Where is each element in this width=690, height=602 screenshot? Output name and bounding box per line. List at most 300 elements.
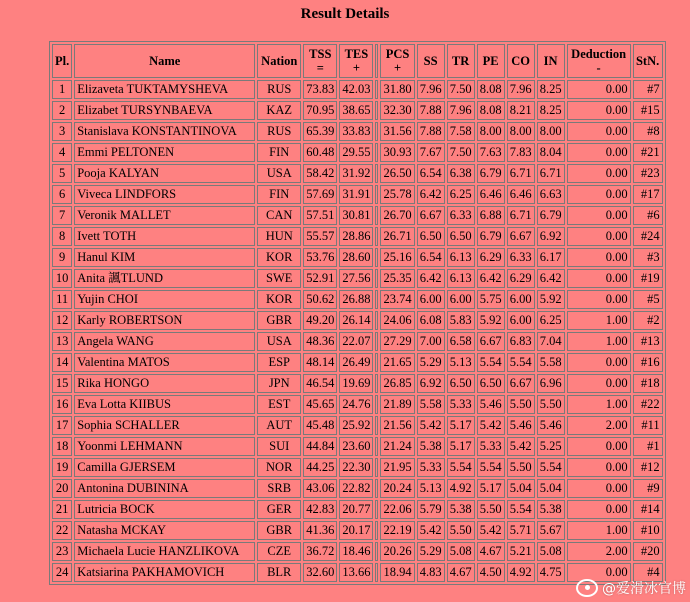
cell-pl: 2 — [52, 101, 72, 120]
cell-ded: 0.00 — [567, 269, 631, 288]
cell-nation: KAZ — [257, 101, 301, 120]
cell-stn: #11 — [633, 416, 663, 435]
cell-gap — [375, 353, 378, 372]
cell-ded: 0.00 — [567, 479, 631, 498]
cell-tr: 5.33 — [447, 395, 475, 414]
cell-stn: #9 — [633, 479, 663, 498]
cell-tr: 6.13 — [447, 248, 475, 267]
watermark-text: @爱滑冰官博 — [602, 581, 686, 597]
cell-ss: 5.33 — [417, 458, 445, 477]
cell-stn: #10 — [633, 521, 663, 540]
table-row — [52, 353, 663, 372]
cell-gap — [375, 542, 378, 561]
column-header-ss — [417, 44, 445, 78]
cell-pl: 12 — [52, 311, 72, 330]
cell-ded: 1.00 — [567, 311, 631, 330]
cell-name: Yujin CHOI — [74, 290, 255, 309]
cell-pe: 5.54 — [477, 458, 505, 477]
cell-pe: 6.79 — [477, 164, 505, 183]
cell-nation: SUI — [257, 437, 301, 456]
cell-pl: 10 — [52, 269, 72, 288]
cell-pcs: 26.71 — [380, 227, 414, 246]
cell-ss: 7.88 — [417, 101, 445, 120]
cell-ded: 1.00 — [567, 521, 631, 540]
column-operator: + — [393, 61, 402, 75]
cell-tss: 44.25 — [303, 458, 337, 477]
cell-pe: 4.50 — [477, 563, 505, 582]
cell-in: 5.25 — [537, 437, 565, 456]
cell-ded: 0.00 — [567, 248, 631, 267]
cell-gap — [375, 80, 378, 99]
cell-gap — [375, 458, 378, 477]
cell-stn: #15 — [633, 101, 663, 120]
cell-ss: 6.50 — [417, 227, 445, 246]
cell-ss: 5.29 — [417, 542, 445, 561]
cell-name: Elizabet TURSYNBAEVA — [74, 101, 255, 120]
cell-tss: 57.69 — [303, 185, 337, 204]
cell-gap — [375, 185, 378, 204]
cell-gap — [375, 269, 378, 288]
cell-in: 5.67 — [537, 521, 565, 540]
cell-gap — [375, 290, 378, 309]
cell-tss: 45.65 — [303, 395, 337, 414]
cell-ded: 0.00 — [567, 437, 631, 456]
cell-co: 6.46 — [507, 185, 535, 204]
cell-tr: 5.08 — [447, 542, 475, 561]
cell-co: 6.33 — [507, 248, 535, 267]
cell-in: 8.25 — [537, 101, 565, 120]
cell-stn: #6 — [633, 206, 663, 225]
cell-tes: 18.46 — [339, 542, 373, 561]
column-header-stn — [633, 44, 663, 78]
cell-tss: 57.51 — [303, 206, 337, 225]
cell-name: Sophia SCHALLER — [74, 416, 255, 435]
cell-tss: 65.39 — [303, 122, 337, 141]
cell-nation: BLR — [257, 563, 301, 582]
cell-gap — [375, 374, 378, 393]
cell-ss: 5.13 — [417, 479, 445, 498]
cell-in: 6.71 — [537, 164, 565, 183]
cell-co: 5.50 — [507, 395, 535, 414]
column-label: IN — [543, 54, 558, 68]
cell-gap — [375, 227, 378, 246]
cell-pe: 6.42 — [477, 269, 505, 288]
cell-ss: 5.42 — [417, 521, 445, 540]
cell-co: 8.00 — [507, 122, 535, 141]
cell-ded: 0.00 — [567, 290, 631, 309]
cell-pe: 5.46 — [477, 395, 505, 414]
cell-in: 8.25 — [537, 80, 565, 99]
cell-ss: 7.67 — [417, 143, 445, 162]
cell-tr: 6.50 — [447, 227, 475, 246]
cell-stn: #18 — [633, 374, 663, 393]
cell-stn: #12 — [633, 458, 663, 477]
cell-pl: 3 — [52, 122, 72, 141]
cell-in: 6.25 — [537, 311, 565, 330]
table-row — [52, 80, 663, 99]
cell-in: 6.96 — [537, 374, 565, 393]
cell-pcs: 26.85 — [380, 374, 414, 393]
cell-gap — [375, 416, 378, 435]
weibo-logo-icon — [576, 579, 598, 597]
cell-ded: 0.00 — [567, 353, 631, 372]
cell-pe: 7.63 — [477, 143, 505, 162]
cell-pcs: 21.65 — [380, 353, 414, 372]
cell-ss: 6.08 — [417, 311, 445, 330]
cell-tr: 7.50 — [447, 80, 475, 99]
cell-name: Ivett TOTH — [74, 227, 255, 246]
cell-name: Natasha MCKAY — [74, 521, 255, 540]
cell-pl: 15 — [52, 374, 72, 393]
table-row — [52, 248, 663, 267]
cell-pcs: 21.95 — [380, 458, 414, 477]
cell-stn: #4 — [633, 563, 663, 582]
table-row — [52, 185, 663, 204]
cell-gap — [375, 164, 378, 183]
cell-pl: 20 — [52, 479, 72, 498]
table-row — [52, 521, 663, 540]
cell-tes: 28.86 — [339, 227, 373, 246]
cell-nation: SWE — [257, 269, 301, 288]
cell-pl: 21 — [52, 500, 72, 519]
cell-gap — [375, 395, 378, 414]
cell-in: 8.04 — [537, 143, 565, 162]
table-row — [52, 374, 663, 393]
cell-tes: 23.60 — [339, 437, 373, 456]
cell-pcs: 30.93 — [380, 143, 414, 162]
cell-stn: #19 — [633, 269, 663, 288]
cell-pe: 8.08 — [477, 101, 505, 120]
cell-pcs: 21.89 — [380, 395, 414, 414]
cell-nation: KOR — [257, 290, 301, 309]
cell-name: Karly ROBERTSON — [74, 311, 255, 330]
cell-stn: #24 — [633, 227, 663, 246]
cell-nation: FIN — [257, 185, 301, 204]
cell-in: 5.46 — [537, 416, 565, 435]
cell-pe: 5.75 — [477, 290, 505, 309]
cell-tes: 42.03 — [339, 80, 373, 99]
cell-pcs: 21.56 — [380, 416, 414, 435]
cell-ded: 0.00 — [567, 80, 631, 99]
cell-tss: 45.48 — [303, 416, 337, 435]
column-header-tr — [447, 44, 475, 78]
cell-tss: 46.54 — [303, 374, 337, 393]
cell-name: Rika HONGO — [74, 374, 255, 393]
cell-tss: 60.48 — [303, 143, 337, 162]
cell-tes: 26.49 — [339, 353, 373, 372]
cell-tss: 70.95 — [303, 101, 337, 120]
cell-tes: 33.83 — [339, 122, 373, 141]
table-row — [52, 269, 663, 288]
cell-tss: 53.76 — [303, 248, 337, 267]
cell-stn: #7 — [633, 80, 663, 99]
cell-tr: 5.17 — [447, 416, 475, 435]
cell-tr: 4.92 — [447, 479, 475, 498]
column-label: Pl. — [55, 54, 70, 68]
table-row — [52, 542, 663, 561]
cell-tes: 29.55 — [339, 143, 373, 162]
column-header-tes — [339, 44, 373, 78]
column-label: StN. — [635, 54, 660, 68]
column-header-gap — [375, 44, 378, 78]
cell-pl: 16 — [52, 395, 72, 414]
cell-gap — [375, 500, 378, 519]
cell-pcs: 25.35 — [380, 269, 414, 288]
cell-in: 7.04 — [537, 332, 565, 351]
cell-ded: 2.00 — [567, 416, 631, 435]
column-header-pcs — [380, 44, 414, 78]
cell-pcs: 26.50 — [380, 164, 414, 183]
cell-ded: 0.00 — [567, 164, 631, 183]
column-label: PCS — [385, 47, 410, 61]
cell-nation: HUN — [257, 227, 301, 246]
cell-in: 4.75 — [537, 563, 565, 582]
cell-co: 6.67 — [507, 374, 535, 393]
cell-tr: 7.58 — [447, 122, 475, 141]
cell-tr: 6.38 — [447, 164, 475, 183]
cell-nation: RUS — [257, 80, 301, 99]
cell-pl: 24 — [52, 563, 72, 582]
cell-tes: 26.88 — [339, 290, 373, 309]
cell-pl: 7 — [52, 206, 72, 225]
cell-co: 6.29 — [507, 269, 535, 288]
cell-nation: KOR — [257, 248, 301, 267]
cell-tes: 31.91 — [339, 185, 373, 204]
cell-in: 5.04 — [537, 479, 565, 498]
cell-gap — [375, 101, 378, 120]
cell-tss: 41.36 — [303, 521, 337, 540]
cell-tes: 13.66 — [339, 563, 373, 582]
cell-stn: #22 — [633, 395, 663, 414]
cell-ss: 4.83 — [417, 563, 445, 582]
cell-tss: 48.36 — [303, 332, 337, 351]
cell-name: Valentina MATOS — [74, 353, 255, 372]
cell-tss: 49.20 — [303, 311, 337, 330]
cell-name: Anita 諷TLUND — [74, 269, 255, 288]
cell-pcs: 32.30 — [380, 101, 414, 120]
cell-gap — [375, 437, 378, 456]
table-row — [52, 500, 663, 519]
cell-pcs: 25.16 — [380, 248, 414, 267]
cell-in: 6.17 — [537, 248, 565, 267]
column-operator: - — [596, 61, 601, 75]
cell-pl: 18 — [52, 437, 72, 456]
table-header — [52, 44, 663, 78]
cell-ss: 5.29 — [417, 353, 445, 372]
cell-gap — [375, 143, 378, 162]
cell-pcs: 26.70 — [380, 206, 414, 225]
cell-gap — [375, 311, 378, 330]
table-row — [52, 164, 663, 183]
cell-name: Hanul KIM — [74, 248, 255, 267]
table-row — [52, 479, 663, 498]
cell-tr: 5.54 — [447, 458, 475, 477]
cell-tr: 7.50 — [447, 143, 475, 162]
cell-ded: 0.00 — [567, 122, 631, 141]
cell-gap — [375, 206, 378, 225]
cell-nation: USA — [257, 332, 301, 351]
column-header-ded — [567, 44, 631, 78]
cell-pe: 6.29 — [477, 248, 505, 267]
column-header-name — [74, 44, 255, 78]
cell-name: Viveca LINDFORS — [74, 185, 255, 204]
cell-nation: RUS — [257, 122, 301, 141]
cell-co: 4.92 — [507, 563, 535, 582]
cell-tes: 25.92 — [339, 416, 373, 435]
cell-ss: 7.88 — [417, 122, 445, 141]
cell-tr: 5.50 — [447, 521, 475, 540]
cell-ded: 1.00 — [567, 332, 631, 351]
cell-in: 5.08 — [537, 542, 565, 561]
table-row — [52, 101, 663, 120]
cell-name: Pooja KALYAN — [74, 164, 255, 183]
cell-tss: 42.83 — [303, 500, 337, 519]
column-header-co — [507, 44, 535, 78]
cell-nation: GBR — [257, 311, 301, 330]
cell-ded: 0.00 — [567, 458, 631, 477]
cell-pe: 8.00 — [477, 122, 505, 141]
cell-nation: CAN — [257, 206, 301, 225]
cell-tr: 4.67 — [447, 563, 475, 582]
cell-in: 5.58 — [537, 353, 565, 372]
cell-pl: 1 — [52, 80, 72, 99]
cell-in: 6.79 — [537, 206, 565, 225]
cell-pe: 8.08 — [477, 80, 505, 99]
cell-pe: 6.79 — [477, 227, 505, 246]
column-operator: = — [316, 61, 324, 75]
cell-name: Lutricia BOCK — [74, 500, 255, 519]
table-row — [52, 206, 663, 225]
cell-pcs: 20.24 — [380, 479, 414, 498]
cell-tr: 7.96 — [447, 101, 475, 120]
cell-nation: ESP — [257, 353, 301, 372]
cell-ss: 7.00 — [417, 332, 445, 351]
page-title: Result Details — [300, 6, 390, 22]
cell-name: Stanislava KONSTANTINOVA — [74, 122, 255, 141]
cell-pe: 5.54 — [477, 353, 505, 372]
table-row — [52, 563, 663, 582]
cell-tr: 6.25 — [447, 185, 475, 204]
cell-tes: 38.65 — [339, 101, 373, 120]
cell-stn: #14 — [633, 500, 663, 519]
cell-ss: 5.42 — [417, 416, 445, 435]
cell-co: 8.21 — [507, 101, 535, 120]
cell-co: 6.00 — [507, 311, 535, 330]
cell-co: 6.00 — [507, 290, 535, 309]
table-row — [52, 416, 663, 435]
cell-co: 7.83 — [507, 143, 535, 162]
cell-name: Veronik MALLET — [74, 206, 255, 225]
column-label: TSS — [309, 47, 332, 61]
cell-stn: #23 — [633, 164, 663, 183]
cell-tes: 27.56 — [339, 269, 373, 288]
cell-tss: 73.83 — [303, 80, 337, 99]
cell-gap — [375, 248, 378, 267]
cell-ded: 0.00 — [567, 563, 631, 582]
column-header-tss — [303, 44, 337, 78]
cell-gap — [375, 122, 378, 141]
column-header-pe — [477, 44, 505, 78]
cell-in: 5.38 — [537, 500, 565, 519]
cell-pl: 11 — [52, 290, 72, 309]
cell-pl: 8 — [52, 227, 72, 246]
cell-stn: #20 — [633, 542, 663, 561]
cell-co: 5.54 — [507, 500, 535, 519]
column-label: Nation — [261, 54, 298, 68]
cell-pl: 5 — [52, 164, 72, 183]
column-header-nation — [257, 44, 301, 78]
cell-nation: FIN — [257, 143, 301, 162]
cell-nation: NOR — [257, 458, 301, 477]
cell-pcs: 24.06 — [380, 311, 414, 330]
cell-pcs: 21.24 — [380, 437, 414, 456]
cell-ss: 6.42 — [417, 185, 445, 204]
table-row — [52, 143, 663, 162]
table-row — [52, 395, 663, 414]
cell-pe: 5.33 — [477, 437, 505, 456]
cell-pcs: 22.19 — [380, 521, 414, 540]
cell-pl: 17 — [52, 416, 72, 435]
cell-gap — [375, 479, 378, 498]
table-row — [52, 458, 663, 477]
cell-tss: 44.84 — [303, 437, 337, 456]
cell-co: 5.50 — [507, 458, 535, 477]
cell-pcs: 20.26 — [380, 542, 414, 561]
cell-tr: 6.58 — [447, 332, 475, 351]
cell-co: 5.46 — [507, 416, 535, 435]
cell-pcs: 18.94 — [380, 563, 414, 582]
cell-co: 6.71 — [507, 206, 535, 225]
cell-stn: #13 — [633, 332, 663, 351]
column-label: PE — [482, 54, 499, 68]
cell-pcs: 31.80 — [380, 80, 414, 99]
cell-tes: 19.69 — [339, 374, 373, 393]
cell-tes: 30.81 — [339, 206, 373, 225]
cell-tes: 20.77 — [339, 500, 373, 519]
cell-ded: 1.00 — [567, 395, 631, 414]
cell-ss: 5.79 — [417, 500, 445, 519]
cell-pe: 6.50 — [477, 374, 505, 393]
table-body — [52, 80, 663, 582]
cell-ss: 6.54 — [417, 164, 445, 183]
cell-pl: 23 — [52, 542, 72, 561]
cell-tes: 31.92 — [339, 164, 373, 183]
cell-name: Katsiarina PAKHAMOVICH — [74, 563, 255, 582]
cell-co: 5.54 — [507, 353, 535, 372]
cell-tes: 22.30 — [339, 458, 373, 477]
cell-name: Yoonmi LEHMANN — [74, 437, 255, 456]
cell-in: 6.63 — [537, 185, 565, 204]
cell-ss: 7.96 — [417, 80, 445, 99]
cell-in: 5.54 — [537, 458, 565, 477]
cell-nation: CZE — [257, 542, 301, 561]
cell-in: 6.92 — [537, 227, 565, 246]
cell-in: 5.50 — [537, 395, 565, 414]
cell-pe: 6.67 — [477, 332, 505, 351]
cell-name: Eva Lotta KIIBUS — [74, 395, 255, 414]
cell-tr: 6.13 — [447, 269, 475, 288]
cell-stn: #16 — [633, 353, 663, 372]
cell-tss: 32.60 — [303, 563, 337, 582]
table-row — [52, 227, 663, 246]
cell-in: 6.42 — [537, 269, 565, 288]
cell-nation: USA — [257, 164, 301, 183]
cell-tss: 43.06 — [303, 479, 337, 498]
cell-ss: 6.42 — [417, 269, 445, 288]
cell-pe: 6.46 — [477, 185, 505, 204]
cell-tes: 28.60 — [339, 248, 373, 267]
cell-ss: 5.38 — [417, 437, 445, 456]
